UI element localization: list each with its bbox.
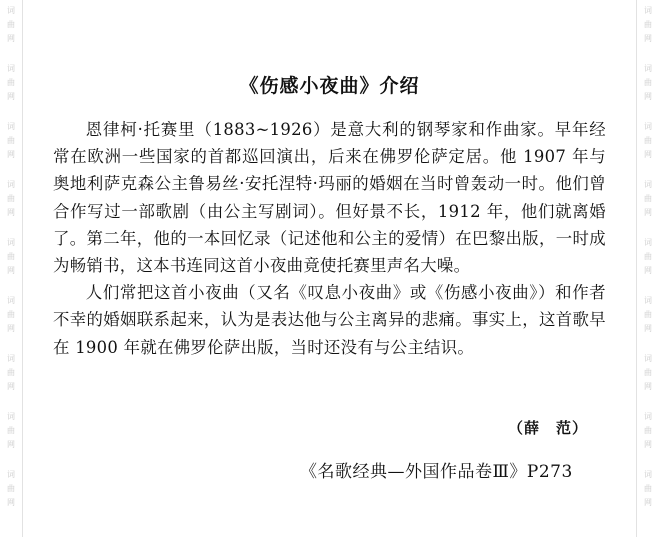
watermark-char: 网: [644, 266, 652, 275]
watermark-char: 曲: [7, 78, 15, 87]
watermark-char: 曲: [644, 368, 652, 377]
watermark-char: 词: [7, 64, 15, 73]
watermark-char: 词: [644, 412, 652, 421]
watermark-right-7: [637, 352, 659, 394]
watermark-char: 网: [644, 92, 652, 101]
watermark-left-6: [0, 294, 22, 336]
watermark-char: 词: [644, 6, 652, 15]
watermark-char: 网: [7, 92, 15, 101]
watermark-right-5: [637, 236, 659, 278]
watermark-right-9: [637, 468, 659, 510]
watermark-char: 网: [7, 382, 15, 391]
watermark-char: 曲: [644, 484, 652, 493]
watermark-char: 曲: [7, 310, 15, 319]
watermark-char: 网: [644, 34, 652, 43]
watermark-char: 词: [7, 122, 15, 131]
watermark-char: 曲: [644, 136, 652, 145]
watermark-char: 词: [644, 122, 652, 131]
watermark-char: 曲: [644, 426, 652, 435]
watermark-char: 网: [644, 382, 652, 391]
watermark-char: 词: [644, 470, 652, 479]
watermark-left-4: [0, 178, 22, 220]
watermark-char: 曲: [7, 20, 15, 29]
watermark-right-4: [637, 178, 659, 220]
watermark-char: 网: [644, 324, 652, 333]
watermark-char: 词: [7, 412, 15, 421]
watermark-right-3: [637, 120, 659, 162]
article-paragraph-2: 人们常把这首小夜曲（又名《叹息小夜曲》或《伤感小夜曲》）和作者不幸的婚姻联系起来，认为是表达他与公主离异的悲痛。事实上，这首歌早在 1900 年就在佛罗伦萨出版，当时还没有与公主结识。: [53, 283, 606, 357]
watermark-left-5: [0, 236, 22, 278]
article-paragraph-1: 恩律柯·托赛里（1883~1926）是意大利的钢琴家和作曲家。早年经常在欧洲一些国家的首都巡回演出，后来在佛罗伦萨定居。他 1907 年与奥地利萨克森公主鲁易丝·安托涅特·玛丽的婚姻在当时曾轰动一时。他们曾合作写过一部歌剧（由公主写剧词）。但好景不长，1912 年，他们就离婚了。第二年，他的一本回忆录（记述他和公主的爱情）在巴黎出版，一时成为畅销书，这本书连同这首小夜曲竟使托赛里声名大噪。: [53, 120, 606, 276]
watermark-right-6: [637, 294, 659, 336]
watermark-char: 词: [644, 296, 652, 305]
watermark-char: 网: [644, 498, 652, 507]
watermark-left-7: [0, 352, 22, 394]
watermark-left-1: [0, 4, 22, 46]
watermark-char: 曲: [644, 20, 652, 29]
watermark-char: 词: [7, 354, 15, 363]
watermark-char: 词: [7, 470, 15, 479]
watermark-char: 网: [7, 34, 15, 43]
watermark-char: 曲: [644, 252, 652, 261]
watermark-right-2: [637, 62, 659, 104]
watermark-char: 网: [7, 324, 15, 333]
watermark-char: 曲: [644, 310, 652, 319]
watermark-char: 曲: [7, 252, 15, 261]
watermark-left-8: [0, 410, 22, 452]
watermark-right-8: [637, 410, 659, 452]
watermark-char: 词: [644, 354, 652, 363]
watermark-char: 曲: [644, 78, 652, 87]
watermark-char: 词: [644, 180, 652, 189]
article-body: [53, 116, 606, 361]
author-credit: （薛 范）: [508, 419, 589, 437]
article-title: 《伤感小夜曲》介绍: [239, 74, 420, 97]
watermark-char: 曲: [7, 136, 15, 145]
watermark-char: 曲: [7, 194, 15, 203]
watermark-left-3: [0, 120, 22, 162]
watermark-char: 曲: [7, 368, 15, 377]
watermark-char: 网: [644, 150, 652, 159]
watermark-char: 词: [7, 180, 15, 189]
watermark-char: 词: [7, 6, 15, 15]
watermark-char: 曲: [644, 194, 652, 203]
watermark-char: 网: [644, 440, 652, 449]
watermark-char: 词: [644, 238, 652, 247]
watermark-left-9: [0, 468, 22, 510]
watermark-char: 网: [7, 440, 15, 449]
watermark-right-1: [637, 4, 659, 46]
watermark-char: 曲: [7, 484, 15, 493]
watermark-char: 词: [7, 238, 15, 247]
watermark-char: 网: [7, 498, 15, 507]
watermark-char: 网: [644, 208, 652, 217]
watermark-char: 网: [7, 266, 15, 275]
source-citation: 《名歌经典—外国作品卷Ⅲ》P273: [300, 462, 573, 482]
watermark-char: 词: [7, 296, 15, 305]
watermark-char: 曲: [7, 426, 15, 435]
watermark-char: 网: [7, 150, 15, 159]
watermark-char: 网: [7, 208, 15, 217]
watermark-char: 词: [644, 64, 652, 73]
watermark-left-2: [0, 62, 22, 104]
